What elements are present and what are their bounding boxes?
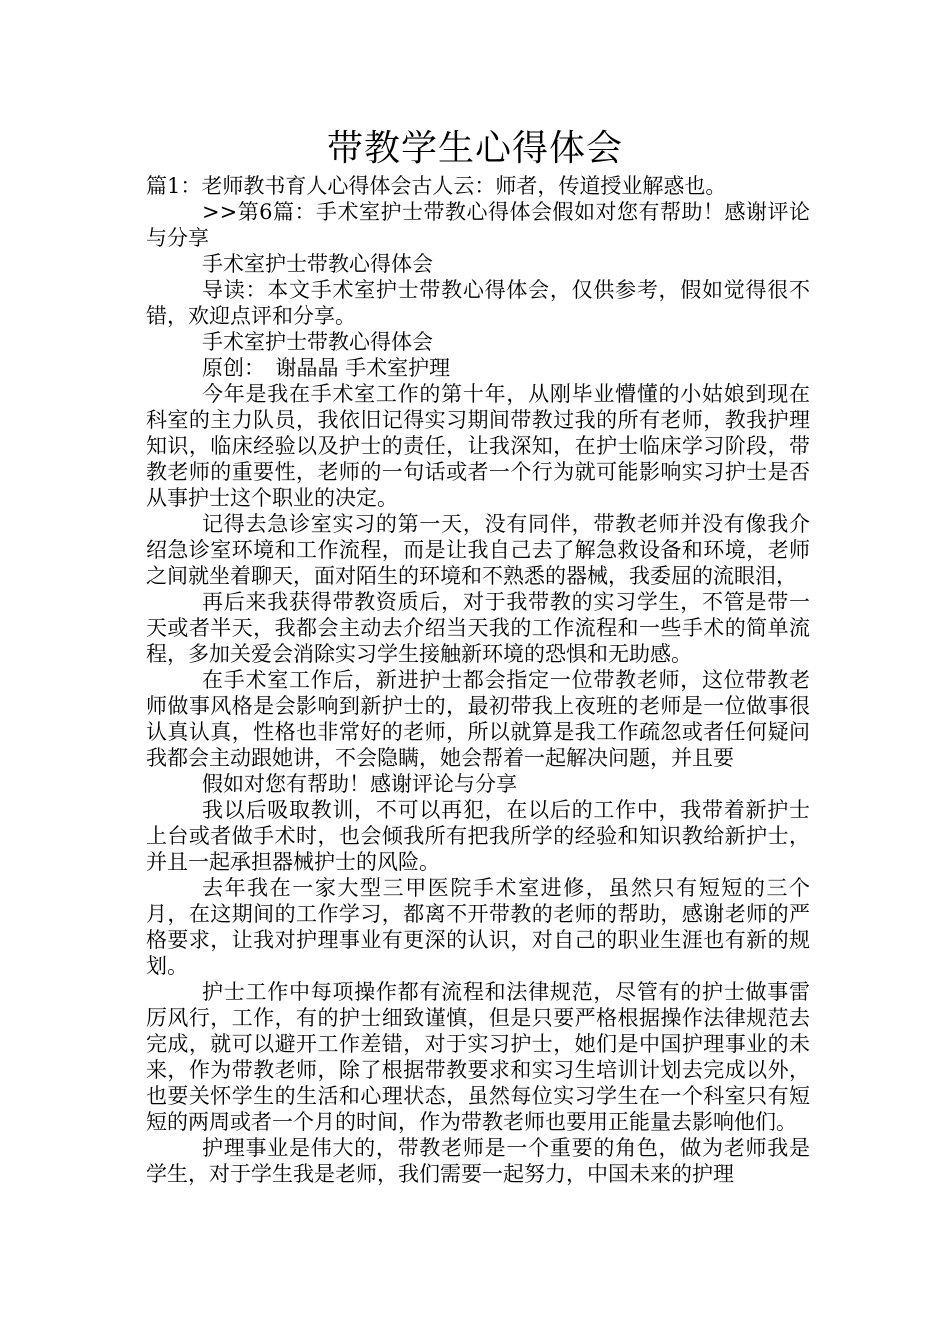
document-title: 带教学生心得体会 (326, 128, 623, 169)
paragraph-8: 记得去急诊室实习的第一天，没有同伴，带教老师并没有像我介绍急诊室环境和工作流程，而是让我自己去了解急救设备和环境，老师之间就坐着聊天，面对陌生的环境和不熟悉的器械，我委屈的流眼泪， (146, 512, 810, 588)
paragraph-14: 护士工作中每项操作都有流程和法律规范，尽管有的护士做事雷厉风行，工作，有的护士细致谨慎，但是只要严格根据操作法律规范去完成，就可以避开工作差错，对于实习护士，她们是中国护理事业的未来，作为带教老师，除了根据带教要求和实习生培训计划去完成以外，也要关怀学生的生活和心理状态，虽然每位实习学生在一个科室只有短短的两周或者一个月的时间，作为带教老师也要用正能量去影响他们。 (146, 980, 810, 1134)
paragraph-7: 今年是我在手术室工作的第十年，从刚毕业懵懂的小姑娘到现在科室的主力队员，我依旧记得实习期间带教过我的所有老师，教我护理知识，临床经验以及护士的责任，让我深知，在护士临床学习阶段，带教老师的重要性，老师的一句话或者一个行为就可能影响实习护士是否从事护士这个职业的决定。 (146, 382, 810, 510)
paragraph-9: 再后来我获得带教资质后，对于我带教的实习学生，不管是带一天或者半天，我都会主动去介绍当天我的工作流程和一些手术的简单流程，多加关爱会消除实习学生接触新环境的恐惧和无助感。 (146, 590, 810, 666)
paragraph-5: 手术室护士带教心得体会 (202, 330, 433, 354)
paragraph-15: 护理事业是伟大的，带教老师是一个重要的角色，做为老师我是学生，对于学生我是老师，我们需要一起努力，中国未来的护理 (146, 1136, 810, 1186)
document-body (146, 173, 810, 1187)
paragraph-2: >>第6篇：手术室护士带教心得体会假如对您有帮助！感谢评论与分享 (146, 200, 810, 250)
paragraph-1: 篇1：老师教书育人心得体会古人云：师者，传道授业解惑也。 (146, 174, 727, 198)
paragraph-6: 原创： 谢晶晶 手术室护理 (202, 356, 451, 380)
paragraph-12: 我以后吸取教训，不可以再犯，在以后的工作中，我带着新护士上台或者做手术时，也会倾我所有把我所学的经验和知识教给新护士，并且一起承担器械护士的风险。 (146, 798, 810, 874)
paragraph-10: 在手术室工作后，新进护士都会指定一位带教老师，这位带教老师做事风格是会影响到新护士的，最初带我上夜班的老师是一位做事很认真认真，性格也非常好的老师，所以就算是我工作疏忽或者任何疑问我都会主动跟她讲，不会隐瞒，她会帮着一起解决问题，并且要 (146, 668, 810, 770)
paragraph-13: 去年我在一家大型三甲医院手术室进修，虽然只有短短的三个月，在这期间的工作学习，都离不开带教的老师的帮助，感谢老师的严格要求，让我对护理事业有更深的认识，对自己的职业生涯也有新的规划。 (146, 876, 810, 978)
paragraph-3: 手术室护士带教心得体会 (202, 252, 433, 276)
paragraph-11: 假如对您有帮助！感谢评论与分享 (202, 772, 517, 796)
paragraph-4: 导读：本文手术室护士带教心得体会，仅供参考，假如觉得很不错，欢迎点评和分享。 (146, 278, 810, 328)
